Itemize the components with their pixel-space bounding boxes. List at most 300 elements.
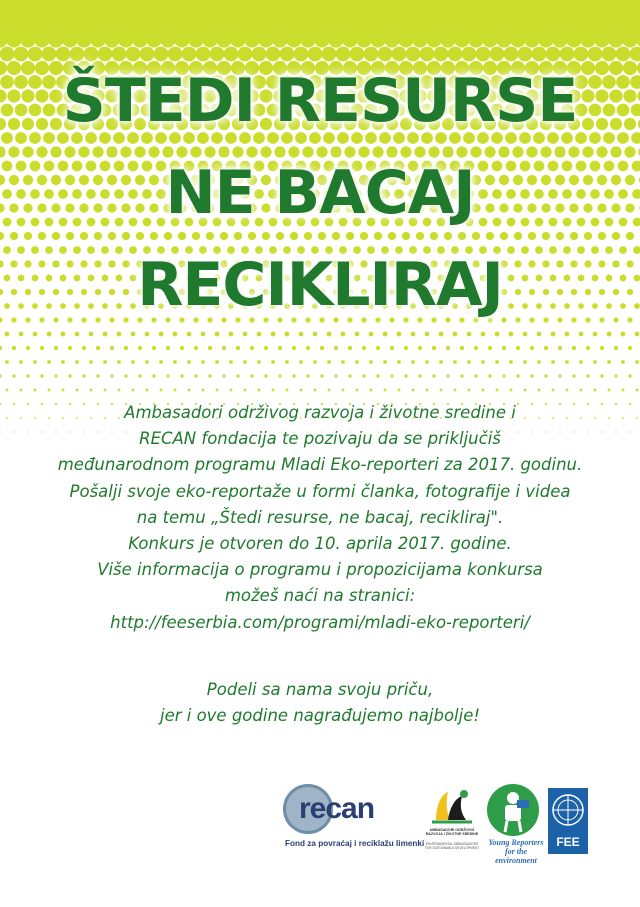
halftone-dot — [222, 374, 225, 377]
halftone-dot — [629, 431, 630, 432]
halftone-dot — [90, 32, 105, 47]
recan-logo — [283, 784, 425, 864]
halftone-dot — [258, 32, 273, 47]
halftone-dot — [110, 374, 113, 377]
halftone-dot — [523, 360, 527, 364]
halftone-dot — [538, 32, 553, 47]
halftone-dot — [272, 32, 287, 47]
halftone-dot — [320, 374, 323, 377]
halftone-dot — [47, 360, 51, 364]
halftone-dot — [68, 374, 71, 377]
halftone-dot — [104, 389, 107, 392]
halftone-dot — [48, 389, 51, 392]
halftone-dot — [62, 389, 65, 392]
halftone-dot — [320, 346, 324, 350]
halftone-dot — [20, 389, 23, 392]
halftone-dot — [250, 374, 253, 377]
halftone-dot — [356, 32, 371, 47]
halftone-dot — [89, 360, 93, 364]
halftone-dot — [482, 32, 497, 47]
halftone-dot — [90, 389, 93, 392]
invitation-text — [20, 400, 620, 636]
halftone-dot — [496, 389, 499, 392]
halftone-dot — [432, 346, 436, 350]
halftone-dot — [614, 374, 617, 377]
halftone-dot — [418, 346, 422, 350]
halftone-dot — [40, 346, 44, 350]
halftone-dot — [271, 332, 276, 337]
halftone-dot — [243, 332, 248, 337]
body-line: međunarodnom programu Mladi Eko-reporteri za 2017. godinu. — [57, 455, 583, 475]
recan-tagline: Fond za povraćaj i reciklažu limenki — [285, 839, 425, 848]
young-reporters-text — [484, 838, 548, 865]
halftone-dot — [454, 389, 457, 392]
halftone-dot — [524, 32, 539, 47]
halftone-dot — [272, 389, 275, 392]
halftone-dot — [216, 32, 231, 47]
halftone-dot — [628, 346, 632, 350]
halftone-dot — [440, 389, 443, 392]
program-url-link[interactable]: http://feeserbia.com/programi/mladi-eko-reporteri/ — [110, 612, 530, 632]
halftone-dot — [54, 346, 58, 350]
halftone-dot — [537, 360, 541, 364]
halftone-dot — [370, 389, 373, 392]
halftone-dot — [538, 389, 541, 392]
halftone-dot — [6, 417, 8, 419]
headline-line-3: RECIKLIRAJ — [137, 250, 503, 320]
halftone-dot — [292, 346, 296, 350]
halftone-dot — [621, 332, 626, 337]
halftone-dot — [131, 360, 135, 364]
halftone-dot — [152, 374, 155, 377]
halftone-dot — [244, 389, 247, 392]
young-reporters-logo — [484, 784, 546, 868]
halftone-dot — [593, 332, 598, 337]
halftone-dot — [327, 332, 332, 337]
halftone-dot — [488, 346, 492, 350]
halftone-dot — [258, 389, 261, 392]
body-line: Pošalji svoje eko-reportaže u formi članka, fotografije i videa — [69, 481, 571, 501]
halftone-dot — [306, 346, 310, 350]
closing-text — [20, 677, 620, 729]
halftone-dot — [188, 389, 191, 392]
halftone-dot — [202, 32, 217, 47]
halftone-dot — [278, 346, 282, 350]
halftone-dot — [62, 32, 77, 47]
halftone-dot — [208, 374, 211, 377]
halftone-dot — [621, 360, 625, 364]
halftone-dot — [565, 360, 569, 364]
halftone-dot — [12, 374, 15, 377]
halftone-dot — [607, 360, 611, 364]
halftone-dot — [159, 332, 164, 337]
halftone-dot — [384, 389, 387, 392]
halftone-dot — [426, 389, 429, 392]
halftone-dot — [558, 374, 561, 377]
halftone-dot — [257, 332, 262, 337]
halftone-dot — [26, 346, 30, 350]
halftone-dot — [236, 346, 240, 350]
halftone-dot — [411, 360, 415, 364]
halftone-dot — [537, 332, 542, 337]
halftone-dot — [215, 360, 219, 364]
halftone-dot — [572, 374, 575, 377]
young-reporters-line-2: for the environment — [495, 847, 537, 865]
halftone-dot — [558, 346, 562, 350]
halftone-dot — [390, 374, 393, 377]
halftone-dot — [26, 374, 29, 377]
halftone-dot — [622, 32, 637, 47]
halftone-dot — [594, 32, 609, 47]
halftone-dot — [285, 332, 290, 337]
halftone-dot — [327, 360, 331, 364]
halftone-dot — [300, 389, 303, 392]
halftone-dot — [230, 32, 245, 47]
halftone-dot — [439, 360, 443, 364]
halftone-dot — [124, 346, 128, 350]
halftone-dot — [257, 360, 261, 364]
halftone-dot — [54, 374, 57, 377]
halftone-dot — [369, 360, 373, 364]
halftone-dot — [20, 32, 35, 47]
halftone-dot — [356, 389, 359, 392]
halftone-dot — [341, 360, 345, 364]
halftone-dot — [509, 360, 513, 364]
halftone-dot — [201, 360, 205, 364]
halftone-dot — [474, 374, 477, 377]
halftone-dot — [523, 332, 528, 337]
headline-line-2: NE BACAJ — [165, 158, 475, 228]
halftone-dot — [13, 431, 14, 432]
halftone-dot — [572, 346, 576, 350]
halftone-dot — [362, 374, 365, 377]
recan-wordmark: recan — [299, 792, 375, 825]
halftone-dot — [384, 32, 399, 47]
halftone-dot — [215, 332, 220, 337]
halftone-dot — [453, 360, 457, 364]
halftone-dot — [314, 32, 329, 47]
fee-logo — [548, 788, 588, 854]
halftone-dot — [166, 346, 170, 350]
halftone-dot — [362, 346, 366, 350]
halftone-dot — [432, 374, 435, 377]
halftone-dot — [187, 360, 191, 364]
halftone-dot — [271, 360, 275, 364]
halftone-dot — [159, 360, 163, 364]
globe-icon — [548, 788, 588, 834]
halftone-dot — [600, 374, 603, 377]
halftone-dot — [552, 32, 567, 47]
halftone-dot — [188, 32, 203, 47]
halftone-dot — [635, 332, 640, 337]
halftone-dot — [118, 389, 121, 392]
halftone-dot — [202, 389, 205, 392]
halftone-dot — [250, 346, 254, 350]
halftone-dot — [300, 32, 315, 47]
halftone-dot — [404, 346, 408, 350]
halftone-dot — [264, 346, 268, 350]
halftone-dot — [593, 360, 597, 364]
halftone-dot — [551, 332, 556, 337]
halftone-dot — [68, 346, 72, 350]
halftone-dot — [138, 346, 142, 350]
halftone-dot — [440, 32, 455, 47]
reporter-figure-icon — [487, 784, 539, 836]
halftone-dot — [608, 389, 611, 392]
halftone-dot — [124, 374, 127, 377]
halftone-dot — [510, 32, 525, 47]
headline — [0, 55, 640, 331]
halftone-dot — [412, 32, 427, 47]
halftone-dot — [194, 346, 198, 350]
halftone-dot — [12, 346, 16, 350]
halftone-dot — [607, 332, 612, 337]
halftone-dot — [34, 389, 37, 392]
halftone-dot — [306, 374, 309, 377]
halftone-dot — [61, 360, 65, 364]
halftone-dot — [61, 332, 66, 337]
halftone-dot — [286, 32, 301, 47]
ambasadori-emblem-icon — [426, 784, 478, 826]
halftone-dot — [166, 374, 169, 377]
body-line: Ambasadori održivog razvoja i životne sredine i — [124, 403, 516, 422]
halftone-dot — [145, 332, 150, 337]
halftone-dot — [425, 360, 429, 364]
halftone-dot — [355, 332, 360, 337]
halftone-dot — [481, 360, 485, 364]
halftone-dot — [397, 332, 402, 337]
body-line: Više informacija o programu i propozicijama konkursa — [97, 560, 543, 580]
halftone-dot — [110, 346, 114, 350]
halftone-dot — [398, 389, 401, 392]
halftone-dot — [6, 389, 9, 392]
halftone-dot — [328, 389, 331, 392]
halftone-dot — [636, 417, 638, 419]
body-line: RECAN fondacija te pozivaju da se priključiš — [139, 429, 501, 449]
halftone-dot — [0, 403, 1, 405]
halftone-dot — [34, 32, 49, 47]
halftone-dot — [145, 360, 149, 364]
halftone-dot — [0, 431, 1, 432]
body-line: na temu „Štedi resurse, ne bacaj, recikliraj". — [136, 507, 504, 527]
fee-wordmark: FEE — [556, 835, 580, 849]
halftone-dot — [383, 360, 387, 364]
halftone-dot — [286, 389, 289, 392]
halftone-dot — [47, 332, 52, 337]
halftone-dot — [629, 403, 631, 405]
halftone-dot — [425, 332, 430, 337]
halftone-dot — [180, 374, 183, 377]
halftone-dot — [313, 360, 317, 364]
halftone-dot — [132, 32, 147, 47]
halftone-dot — [82, 346, 86, 350]
halftone-dot — [418, 374, 421, 377]
halftone-dot — [551, 360, 555, 364]
halftone-dot — [502, 346, 506, 350]
halftone-dot — [398, 32, 413, 47]
halftone-dot — [299, 360, 303, 364]
halftone-dot — [33, 332, 38, 337]
halftone-dot — [208, 346, 212, 350]
halftone-dot — [342, 389, 345, 392]
halftone-dot — [103, 360, 107, 364]
halftone-dot — [230, 389, 233, 392]
halftone-dot — [580, 389, 583, 392]
halftone-dot — [509, 332, 514, 337]
halftone-dot — [411, 332, 416, 337]
halftone-dot — [222, 346, 226, 350]
headline-line-1: ŠTEDI RESURSE — [62, 66, 578, 136]
halftone-dot — [117, 332, 122, 337]
halftone-dot — [229, 360, 233, 364]
halftone-dot — [96, 346, 100, 350]
halftone-dot — [586, 374, 589, 377]
halftone-dot — [565, 332, 570, 337]
halftone-dot — [299, 332, 304, 337]
halftone-dot — [467, 332, 472, 337]
halftone-dot — [579, 360, 583, 364]
halftone-dot — [622, 389, 625, 392]
halftone-dot — [292, 374, 295, 377]
young-reporters-line-1: Young Reporters — [488, 838, 544, 847]
halftone-dot — [390, 346, 394, 350]
halftone-dot — [586, 346, 590, 350]
halftone-dot — [579, 332, 584, 337]
halftone-dot — [104, 32, 119, 47]
halftone-dot — [19, 360, 23, 364]
halftone-dot — [446, 374, 449, 377]
halftone-dot — [264, 374, 267, 377]
halftone-dot — [180, 346, 184, 350]
halftone-dot — [229, 332, 234, 337]
halftone-dot — [146, 389, 149, 392]
halftone-dot — [138, 374, 141, 377]
halftone-dot — [608, 32, 623, 47]
halftone-dot — [468, 32, 483, 47]
halftone-dot — [334, 374, 337, 377]
halftone-dot — [243, 360, 247, 364]
halftone-dot — [454, 32, 469, 47]
body-line: Konkurs je otvoren do 10. aprila 2017. godine. — [128, 534, 512, 554]
halftone-dot — [530, 346, 534, 350]
ambasadori-subtitle: ENVIRONMENTAL AMBASSADORS FOR SUSTAINABLE DEVELOPMENT — [424, 842, 480, 850]
halftone-dot — [194, 374, 197, 377]
halftone-dot — [348, 374, 351, 377]
halftone-dot — [131, 332, 136, 337]
halftone-dot — [544, 374, 547, 377]
halftone-dot — [460, 346, 464, 350]
halftone-dot — [216, 389, 219, 392]
halftone-dot — [552, 389, 555, 392]
halftone-dot — [467, 360, 471, 364]
halftone-dot — [173, 360, 177, 364]
halftone-dot — [446, 346, 450, 350]
halftone-dot — [5, 332, 10, 337]
halftone-dot — [566, 389, 569, 392]
halftone-dot — [370, 32, 385, 47]
halftone-dot — [313, 332, 318, 337]
halftone-dot — [481, 332, 486, 337]
halftone-dot — [82, 374, 85, 377]
halftone-dot — [244, 32, 259, 47]
halftone-dot — [376, 346, 380, 350]
halftone-dot — [628, 374, 631, 377]
halftone-dot — [502, 374, 505, 377]
halftone-dot — [89, 332, 94, 337]
halftone-dot — [341, 332, 346, 337]
halftone-dot — [369, 332, 374, 337]
halftone-dot — [614, 346, 618, 350]
halftone-dot — [173, 332, 178, 337]
ambasadori-name: AMBASADORI ODRŽIVOG RAZVOJA I ŽIVOTNE SREDINE — [425, 828, 479, 837]
halftone-dot — [75, 360, 79, 364]
halftone-dot — [544, 346, 548, 350]
halftone-dot — [453, 332, 458, 337]
halftone-dot — [600, 346, 604, 350]
halftone-dot — [426, 32, 441, 47]
halftone-dot — [635, 360, 639, 364]
halftone-dot — [0, 346, 2, 350]
halftone-dot — [75, 332, 80, 337]
halftone-dot — [117, 360, 121, 364]
halftone-dot — [5, 360, 9, 364]
halftone-dot — [383, 332, 388, 337]
halftone-dot — [0, 374, 2, 377]
closing-line-2: jer i ove godine nagrađujemo najbolje! — [159, 706, 480, 725]
body-line: možeš naći na stranici: — [224, 586, 416, 606]
halftone-dot — [152, 346, 156, 350]
halftone-dot — [118, 32, 133, 47]
halftone-dot — [96, 374, 99, 377]
halftone-dot — [495, 360, 499, 364]
halftone-dot — [278, 374, 281, 377]
halftone-dot — [328, 32, 343, 47]
halftone-dot — [6, 32, 21, 47]
halftone-dot — [530, 374, 533, 377]
halftone-dot — [580, 32, 595, 47]
halftone-dot — [342, 32, 357, 47]
halftone-dot — [103, 332, 108, 337]
halftone-dot — [412, 389, 415, 392]
halftone-dot — [174, 32, 189, 47]
halftone-dot — [404, 374, 407, 377]
halftone-dot — [376, 374, 379, 377]
halftone-dot — [397, 360, 401, 364]
halftone-dot — [334, 346, 338, 350]
halftone-dot — [636, 389, 639, 392]
halftone-dot — [201, 332, 206, 337]
halftone-dot — [48, 32, 63, 47]
halftone-dot — [468, 389, 471, 392]
halftone-dot — [460, 374, 463, 377]
halftone-dot — [314, 389, 317, 392]
halftone-dot — [355, 360, 359, 364]
halftone-dot — [524, 389, 527, 392]
halftone-dot — [439, 332, 444, 337]
halftone-dot — [516, 374, 519, 377]
halftone-dot — [40, 374, 43, 377]
halftone-dot — [510, 389, 513, 392]
halftone-dot — [33, 360, 37, 364]
halftone-dot — [495, 332, 500, 337]
halftone-dot — [76, 32, 91, 47]
halftone-dot — [594, 389, 597, 392]
halftone-dot — [482, 389, 485, 392]
halftone-dot — [474, 346, 478, 350]
halftone-dot — [160, 32, 175, 47]
closing-line-1: Podeli sa nama svoju priču, — [206, 680, 434, 699]
sponsor-logos — [0, 780, 640, 870]
